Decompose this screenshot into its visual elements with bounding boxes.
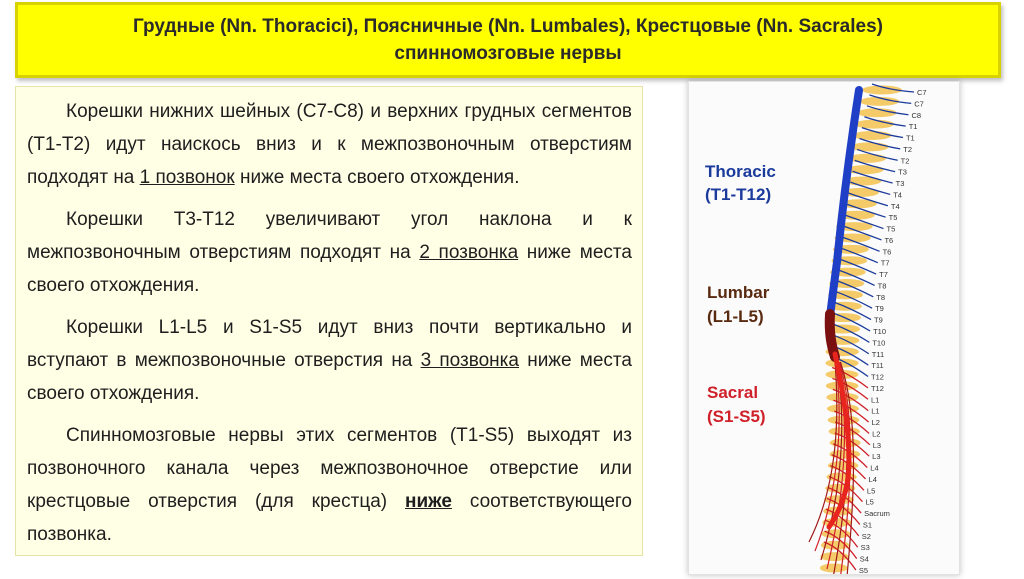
vertebra-label: T4 xyxy=(890,201,900,211)
vertebra-label: T9 xyxy=(874,315,883,325)
paragraph-1-end: ниже места своего отхождения. xyxy=(234,167,520,188)
vertebra-label: T11 xyxy=(871,349,885,359)
vertebra-label: L3 xyxy=(872,440,882,450)
vertebra-label: T12 xyxy=(871,372,884,382)
vertebra-label: L1 xyxy=(870,395,880,405)
paragraph-1-underlined: 1 позвонок xyxy=(139,167,235,188)
vertebra-label: S1 xyxy=(862,520,873,530)
vertebra-shape xyxy=(850,142,889,151)
vertebra-label: S5 xyxy=(858,566,869,575)
paragraph-2-text: Корешки Т3-Т12 увеличивают угол наклона и к межпозвоночным отверстиям подходят на xyxy=(27,209,632,263)
vertebra-label: T7 xyxy=(880,258,890,268)
vertebra-label: S2 xyxy=(861,531,871,541)
vertebra-label: T3 xyxy=(895,179,905,189)
vertebra-label: L2 xyxy=(872,429,881,439)
vertebra-label: T7 xyxy=(879,270,888,280)
vertebra-label: T3 xyxy=(898,167,907,177)
vertebra-label: Sacrum xyxy=(864,509,890,519)
lumbar-range-label: (L1-L5) xyxy=(707,307,764,326)
paragraph-3-underlined: 3 позвонка xyxy=(420,350,519,371)
vertebra-label: S3 xyxy=(860,543,870,553)
paragraph-4-text: Спинномозговые нервы этих сегментов (Т1-S5) выходят из позвоночного канала через межпозвоночное отверстие или крестцовые отверстия (для крестца) xyxy=(27,425,632,512)
vertebra-label: L2 xyxy=(871,418,880,428)
vertebra-label: T1 xyxy=(908,122,918,132)
spine-diagram xyxy=(689,82,960,575)
vertebra-label: T11 xyxy=(871,361,884,371)
vertebra-label: T5 xyxy=(886,224,896,234)
vertebra-label: T5 xyxy=(888,213,898,223)
vertebra-shape xyxy=(857,108,896,117)
vertebra-label: T1 xyxy=(905,133,915,143)
vertebra-label: C7 xyxy=(914,99,924,109)
thoracic-label: Thoracic xyxy=(705,162,776,181)
vertebra-label: C8 xyxy=(911,110,922,120)
vertebra-label: T4 xyxy=(893,190,902,200)
paragraph-2-end: ниже места своего отхождения. xyxy=(27,242,632,296)
vertebra-label: T8 xyxy=(876,292,886,302)
vertebra-label: L1 xyxy=(871,406,880,416)
paragraph-3-text: Корешки L1-L5 и S1-S5 идут вниз почти вертикально и вступают в межпозвоночные отверстия на xyxy=(27,317,632,371)
thoracic-range-label: (T1-T12) xyxy=(705,185,772,204)
paragraph-3-end: ниже места своего отхождения. xyxy=(27,350,632,404)
vertebra-shape xyxy=(853,131,892,140)
vertebra-label: T10 xyxy=(872,338,886,348)
title-banner xyxy=(15,2,1001,78)
paragraph-4-end: соответствующего позвонка. xyxy=(27,491,632,545)
paragraph-2 xyxy=(27,203,632,302)
vertebra-label: T2 xyxy=(903,144,913,154)
vertebra-label: T8 xyxy=(877,281,887,291)
vertebra-label: T9 xyxy=(875,304,884,314)
text-panel xyxy=(15,86,643,556)
title-line-1: Грудные (Nn. Thoracici), Поясничные (Nn. Lumbales), Крестцовые (Nn. Sacrales) xyxy=(132,16,883,37)
vertebra-label: L4 xyxy=(870,463,879,473)
spinal-cord-conus xyxy=(830,314,835,357)
vertebra-label: T6 xyxy=(884,235,894,245)
sacral-range-label: (S1-S5) xyxy=(707,407,766,426)
vertebra-shape xyxy=(855,120,894,129)
paragraph-1 xyxy=(27,95,632,194)
lumbar-label: Lumbar xyxy=(707,283,770,302)
vertebra-label: T6 xyxy=(882,247,892,257)
vertebra-label: L5 xyxy=(866,486,876,496)
vertebra-label: T2 xyxy=(900,156,910,166)
vertebra-label: C7 xyxy=(917,88,927,97)
title-line-2: спинномозговые нервы xyxy=(394,43,622,64)
paragraph-2-underlined: 2 позвонка xyxy=(419,242,519,263)
vertebra-label: L5 xyxy=(865,497,874,507)
paragraph-1-text: Корешки нижних шейных (С7-С8) и верхних грудных сегментов (Т1-Т2) идут наискось вниз и к межпозвоночным отверстиям подходят на xyxy=(27,101,632,188)
vertebra-label: L4 xyxy=(868,474,877,484)
paragraph-3 xyxy=(27,311,632,410)
paragraph-4 xyxy=(27,419,632,551)
vertebra-label: T12 xyxy=(870,383,884,393)
vertebra-shape xyxy=(830,438,861,447)
vertebra-label: T10 xyxy=(873,327,887,336)
vertebra-shape xyxy=(848,154,886,163)
paragraph-4-bold-underlined: ниже xyxy=(405,491,452,512)
vertebra-label: L3 xyxy=(872,452,881,462)
spinal-nerves-illustration xyxy=(688,81,960,575)
vertebra-label: S4 xyxy=(859,554,869,564)
sacral-label: Sacral xyxy=(707,383,759,402)
